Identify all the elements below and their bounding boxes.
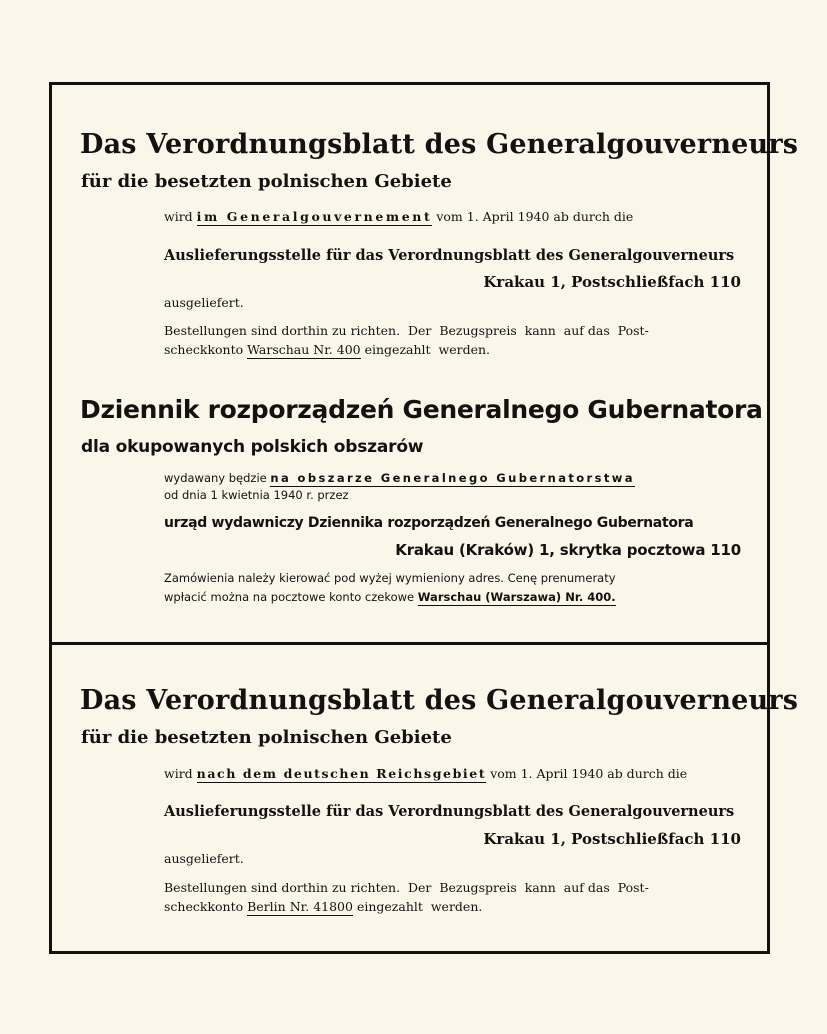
pl-orders-2-pre: wpłacić można na pocztowe konto czekowe [164, 590, 415, 604]
de1-line1-pre: wird [164, 209, 193, 224]
de1-orders-2 [164, 342, 490, 357]
pl-line1-emphasis: na obszarze Generalnego Gubernatorstwa [270, 471, 635, 485]
de1-address: Krakau 1, Postschließfach 110 [483, 273, 741, 291]
section-divider [52, 642, 767, 645]
de2-subtitle: für die besetzten polnischen Gebiete [81, 727, 452, 748]
de2-orders-2 [164, 899, 482, 914]
de2-orders-2-post: eingezahlt werden. [356, 899, 483, 914]
de1-subtitle: für die besetzten polnischen Gebiete [81, 171, 452, 192]
de2-address: Krakau 1, Postschließfach 110 [483, 830, 741, 848]
de2-delivered: ausgeliefert. [164, 851, 244, 866]
de1-account: Warschau Nr. 400 [247, 342, 361, 357]
de2-account: Berlin Nr. 41800 [247, 899, 353, 914]
de1-orders-1: Bestellungen sind dorthin zu richten. Der Bezugspreis kann auf das Post- [164, 323, 649, 338]
pl-address: Krakau (Kraków) 1, skrytka pocztowa 110 [395, 541, 741, 559]
de2-orders-2-pre: scheckkonto [164, 899, 244, 914]
de2-line1-pre: wird [164, 766, 193, 781]
pl-title: Dziennik rozporządzeń Generalnego Gubernatora [80, 395, 763, 424]
de2-line1 [164, 766, 687, 781]
de1-delivered: ausgeliefert. [164, 295, 244, 310]
de1-line1 [164, 209, 633, 224]
de1-line1-post: vom 1. April 1940 ab durch die [436, 209, 634, 224]
de1-line1-emphasis: im Generalgouvernement [196, 209, 433, 224]
de1-orders-2-post: eingezahlt werden. [364, 342, 490, 357]
pl-line1 [164, 471, 635, 485]
de2-orders-1: Bestellungen sind dorthin zu richten. Der Bezugspreis kann auf das Post- [164, 880, 649, 895]
de2-office: Auslieferungsstelle für das Verordnungsblatt des Generalgouverneurs [164, 803, 735, 820]
pl-line2: od dnia 1 kwietnia 1940 r. przez [164, 488, 349, 502]
notice-frame [49, 82, 799, 954]
de2-line1-emphasis: nach dem deutschen Reichsgebiet [196, 766, 487, 781]
de1-orders-2-pre: scheckkonto [164, 342, 244, 357]
de1-office: Auslieferungsstelle für das Verordnungsblatt des Generalgouverneurs [164, 247, 735, 264]
pl-line1-pre: wydawany będzie [164, 471, 267, 485]
pl-orders-1: Zamówienia należy kierować pod wyżej wymieniony adres. Cenę prenumeraty [164, 571, 616, 585]
de1-title: Das Verordnungsblatt des Generalgouverneurs [80, 129, 799, 160]
pl-account: Warschau (Warszawa) Nr. 400. [417, 590, 616, 604]
pl-subtitle: dla okupowanych polskich obszarów [81, 437, 424, 457]
pl-orders-2 [164, 590, 616, 604]
de2-line1-post: vom 1. April 1940 ab durch die [490, 766, 688, 781]
de2-title: Das Verordnungsblatt des Generalgouverneurs [80, 685, 799, 716]
pl-office: urząd wydawniczy Dziennika rozporządzeń Generalnego Gubernatora [164, 515, 694, 531]
